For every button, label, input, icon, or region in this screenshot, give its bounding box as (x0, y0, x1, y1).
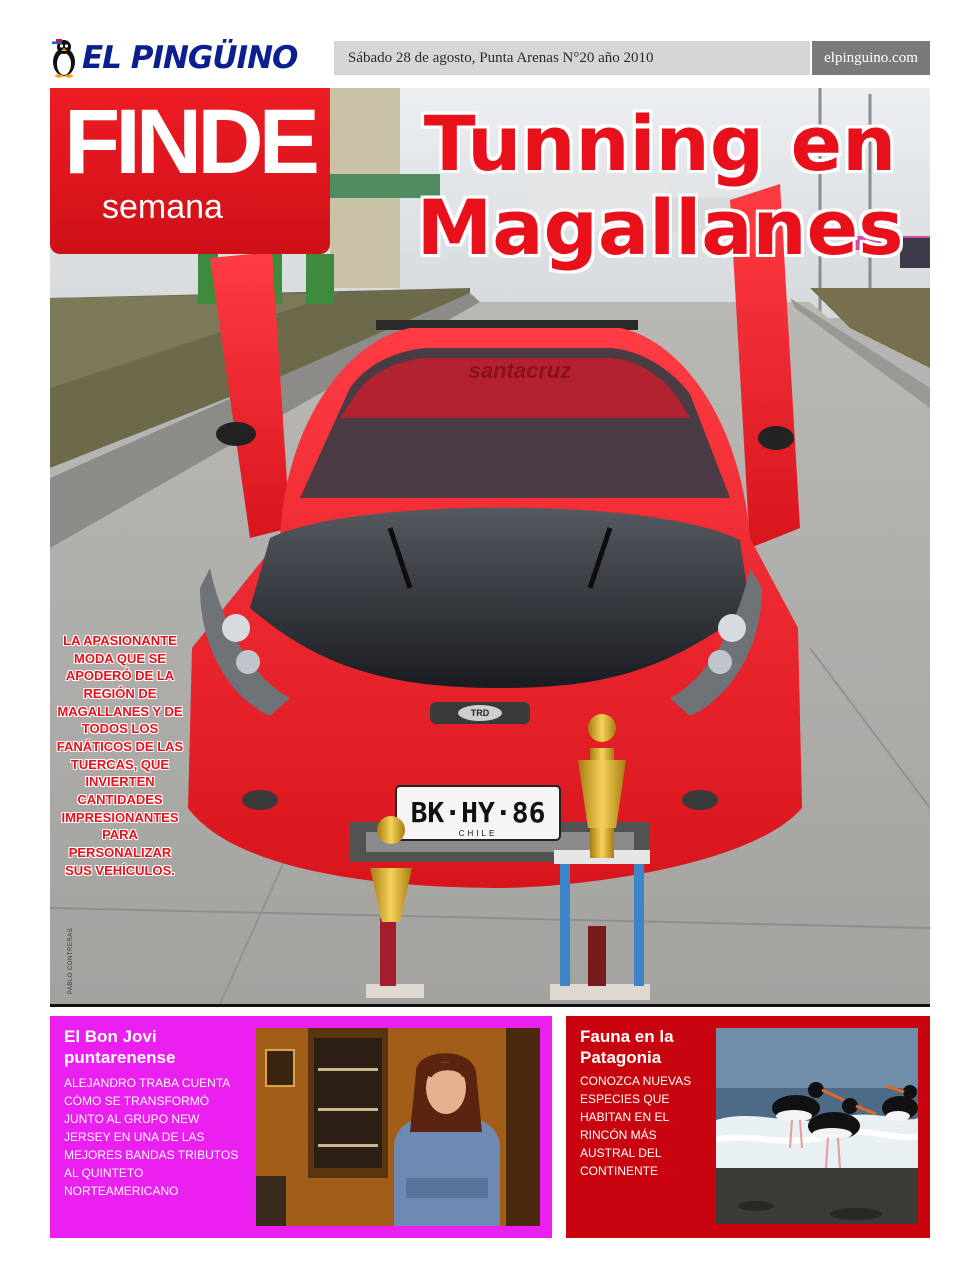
section-logo-secondary: semana (102, 188, 223, 226)
photo-credit: PABLO CONTRERAS (68, 927, 75, 995)
penguin-icon (50, 38, 78, 78)
teaser-body: ALEJANDRO TRABA CUENTA CÓMO SE TRANSFORMÓ JUNTO AL GRUPO NEW JERSEY EN UNA DE LAS MEJORES BANDAS TRIBUTOS AL QUINTETO NORTEAMERICANO (64, 1076, 239, 1198)
teaser-photo-musician (256, 1028, 540, 1226)
teaser-title: Fauna en la Patagonia (580, 1027, 674, 1068)
teaser-title: El Bon Jovi puntarenense (64, 1027, 176, 1068)
site-url-link[interactable]: elpinguino.com (812, 41, 930, 75)
section-logo-primary: FINDE (64, 91, 315, 193)
cover-headline (390, 99, 930, 272)
grille-badge: TRD (470, 708, 490, 718)
musician-photo-illustration (256, 1028, 540, 1226)
oystercatchers-photo-illustration (716, 1028, 918, 1224)
teaser-photo-birds (716, 1028, 918, 1224)
teaser-fauna[interactable] (566, 1016, 930, 1238)
teaser-body: CONOZCA NUEVAS ESPECIES QUE HABITAN EN EL RINCÓN MÁS AUSTRAL DEL CONTINENTE (580, 1074, 692, 1178)
license-plate-country: CHILE (458, 829, 498, 838)
teaser-bon-jovi[interactable] (50, 1016, 552, 1238)
newspaper-logo[interactable] (50, 36, 330, 80)
license-plate-number: BK·HY·86 (410, 796, 546, 829)
headline-line-2: Magallanes (416, 182, 904, 272)
logo-wordmark: EL PINGÜINO (82, 40, 298, 76)
cover-deck: LA APASIONANTE MODA QUE SE APODERÓ DE LA REGIÓN DE MAGALLANES Y DE TODOS LOS FANÁTICOS DE LAS TUERCAS, QUE INVIERTEN CANTIDADES IMPRESIONANTES PARA PERSONALIZAR SUS VEHÍCULOS. (56, 633, 184, 878)
masthead (50, 36, 930, 80)
windshield-banner: santacruz (468, 358, 572, 383)
cover-hero (50, 88, 930, 1004)
dateline: Sábado 28 de agosto, Punta Arenas N°20 año 2010 (334, 41, 810, 75)
section-logo-finde (50, 88, 330, 254)
headline-line-1: Tunning en (423, 99, 897, 188)
section-divider (50, 1004, 930, 1007)
